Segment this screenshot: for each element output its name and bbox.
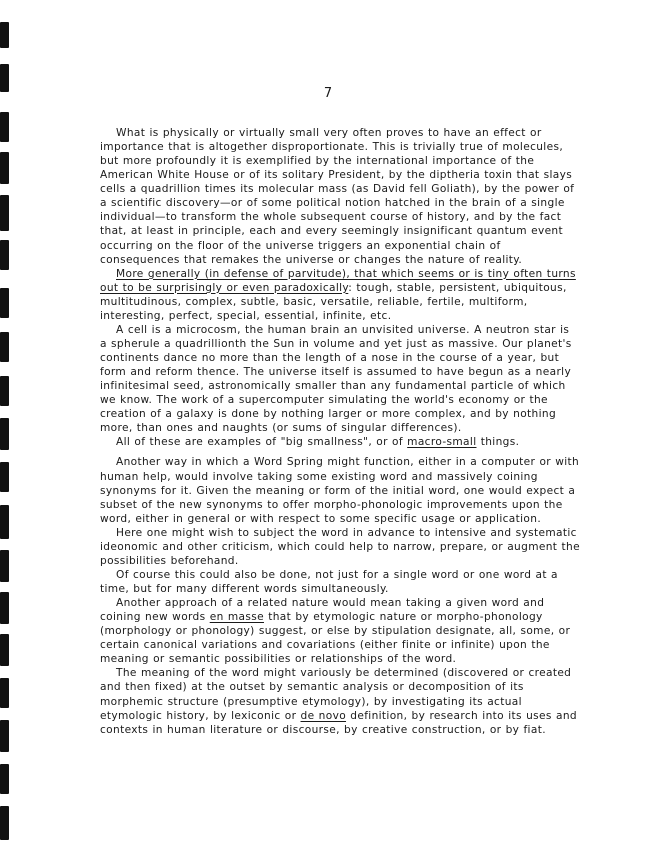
paragraph-text: The meaning of the word might variously be determined (discovered or created and then fixed) at the outset by semantic analysis or decomposition of its morphemic structure (presumptive etymology), by investigating its actual etymologic history, by lexiconic or	[100, 667, 572, 722]
binder-mark	[0, 288, 9, 318]
body-text	[100, 126, 580, 737]
binder-mark	[0, 720, 9, 752]
binder-mark	[0, 634, 9, 666]
paragraph: Another way in which a Word Spring might function, either in a computer or with human help, would involve taking some existing word and massively coining synonyms for it. Given the meaning or form of the initial word, one would expect a subset of the new synonyms to offer morpho-phonologic improvements upon the word, either in general or with respect to some specific usage or application.	[100, 456, 580, 525]
paragraph	[100, 435, 580, 449]
paragraph-text: Another approach of a related nature would mean taking a given word and coining new words	[100, 597, 545, 624]
binder-mark	[0, 195, 9, 231]
paragraph	[100, 267, 580, 323]
underlined-phrase: More generally (in defense of parvitude), that which seems or is tiny often turns out to be surprisingly or even paradoxically	[100, 267, 576, 294]
paragraph	[100, 666, 580, 736]
binder-mark	[0, 550, 9, 582]
paragraph-text: : tough, stable, persistent, ubiquitous, multitudinous, complex, subtle, basic, versatile, reliable, fertile, multiform, interesting, perfect, special, essential, infinite, etc.	[100, 281, 567, 322]
page-number: 7	[323, 86, 334, 101]
binder-mark	[0, 764, 9, 794]
paragraph: A cell is a microcosm, the human brain an unvisited universe. A neutron star is a spherule a quadrillionth the Sun in volume and yet just as massive. Our planet's continents dance no more than the length of a nose in the course of a year, but form and reform thence. The universe itself is assumed to have begun as a nearly infinitesimal seed, astronomically smaller than any fundamental particle of which we know. The work of a supercomputer simulating the world's economy or the creation of a galaxy is done by nothing larger or more complex, and by nothing more, than ones and naughts (or sums of singular differences).	[100, 323, 572, 435]
binder-mark	[0, 418, 9, 450]
paragraph-text: things.	[476, 436, 520, 449]
underlined-phrase: macro-small	[407, 436, 477, 449]
binder-mark	[0, 112, 9, 142]
binder-mark	[0, 462, 9, 492]
paragraph: Here one might wish to subject the word in advance to intensive and systematic ideonomic and other criticism, which could help to narrow, prepare, or augment the possibilities beforehand.	[100, 526, 580, 567]
underlined-phrase: en masse	[209, 611, 264, 624]
paragraph-text: definition, by research into its uses and contexts in human literature or discourse, by creative construction, or by fiat.	[100, 709, 577, 736]
paragraph-text: All of these are examples of "big smallness", or of	[116, 436, 408, 449]
binder-mark	[0, 806, 9, 840]
underlined-phrase: de novo	[300, 709, 347, 722]
binder-mark	[0, 240, 9, 270]
binder-mark	[0, 505, 9, 539]
paragraph: What is physically or virtually small very often proves to have an effect or importance that is altogether disproportionate. This is trivially true of molecules, but more profoundly it is exemplified by the international importance of the American White House or of its solitary President, by the diptheria toxin that slays cells a quadrillion times its molecular mass (as David fell Goliath), by the power of a scientific discovery—or of some political notion hatched in the brain of a single individual—to transform the whole subsequent course of history, and by the fact that, at least in principle, each and every seemingly insignificant quantum event occurring on the floor of the universe triggers an exponential chain of consequences that remakes the universe or changes the nature of reality.	[100, 127, 575, 266]
paragraph	[100, 596, 580, 666]
binder-mark	[0, 376, 9, 406]
binder-mark	[0, 332, 9, 362]
binder-mark	[0, 592, 9, 624]
paragraph-text: that by etymologic nature or morpho-phonology (morphology or phonology) suggest, or else by stipulation designate, all, some, or certain canonical variations and covariations (either finite or infinite) upon the meaning or semantic possibilities or relationships of the word.	[100, 611, 571, 666]
paragraph: Of course this could also be done, not just for a single word or one word at a time, but for many different words simultaneously.	[100, 568, 558, 595]
binder-mark	[0, 678, 9, 708]
binder-mark	[0, 152, 9, 184]
binder-mark	[0, 22, 9, 48]
